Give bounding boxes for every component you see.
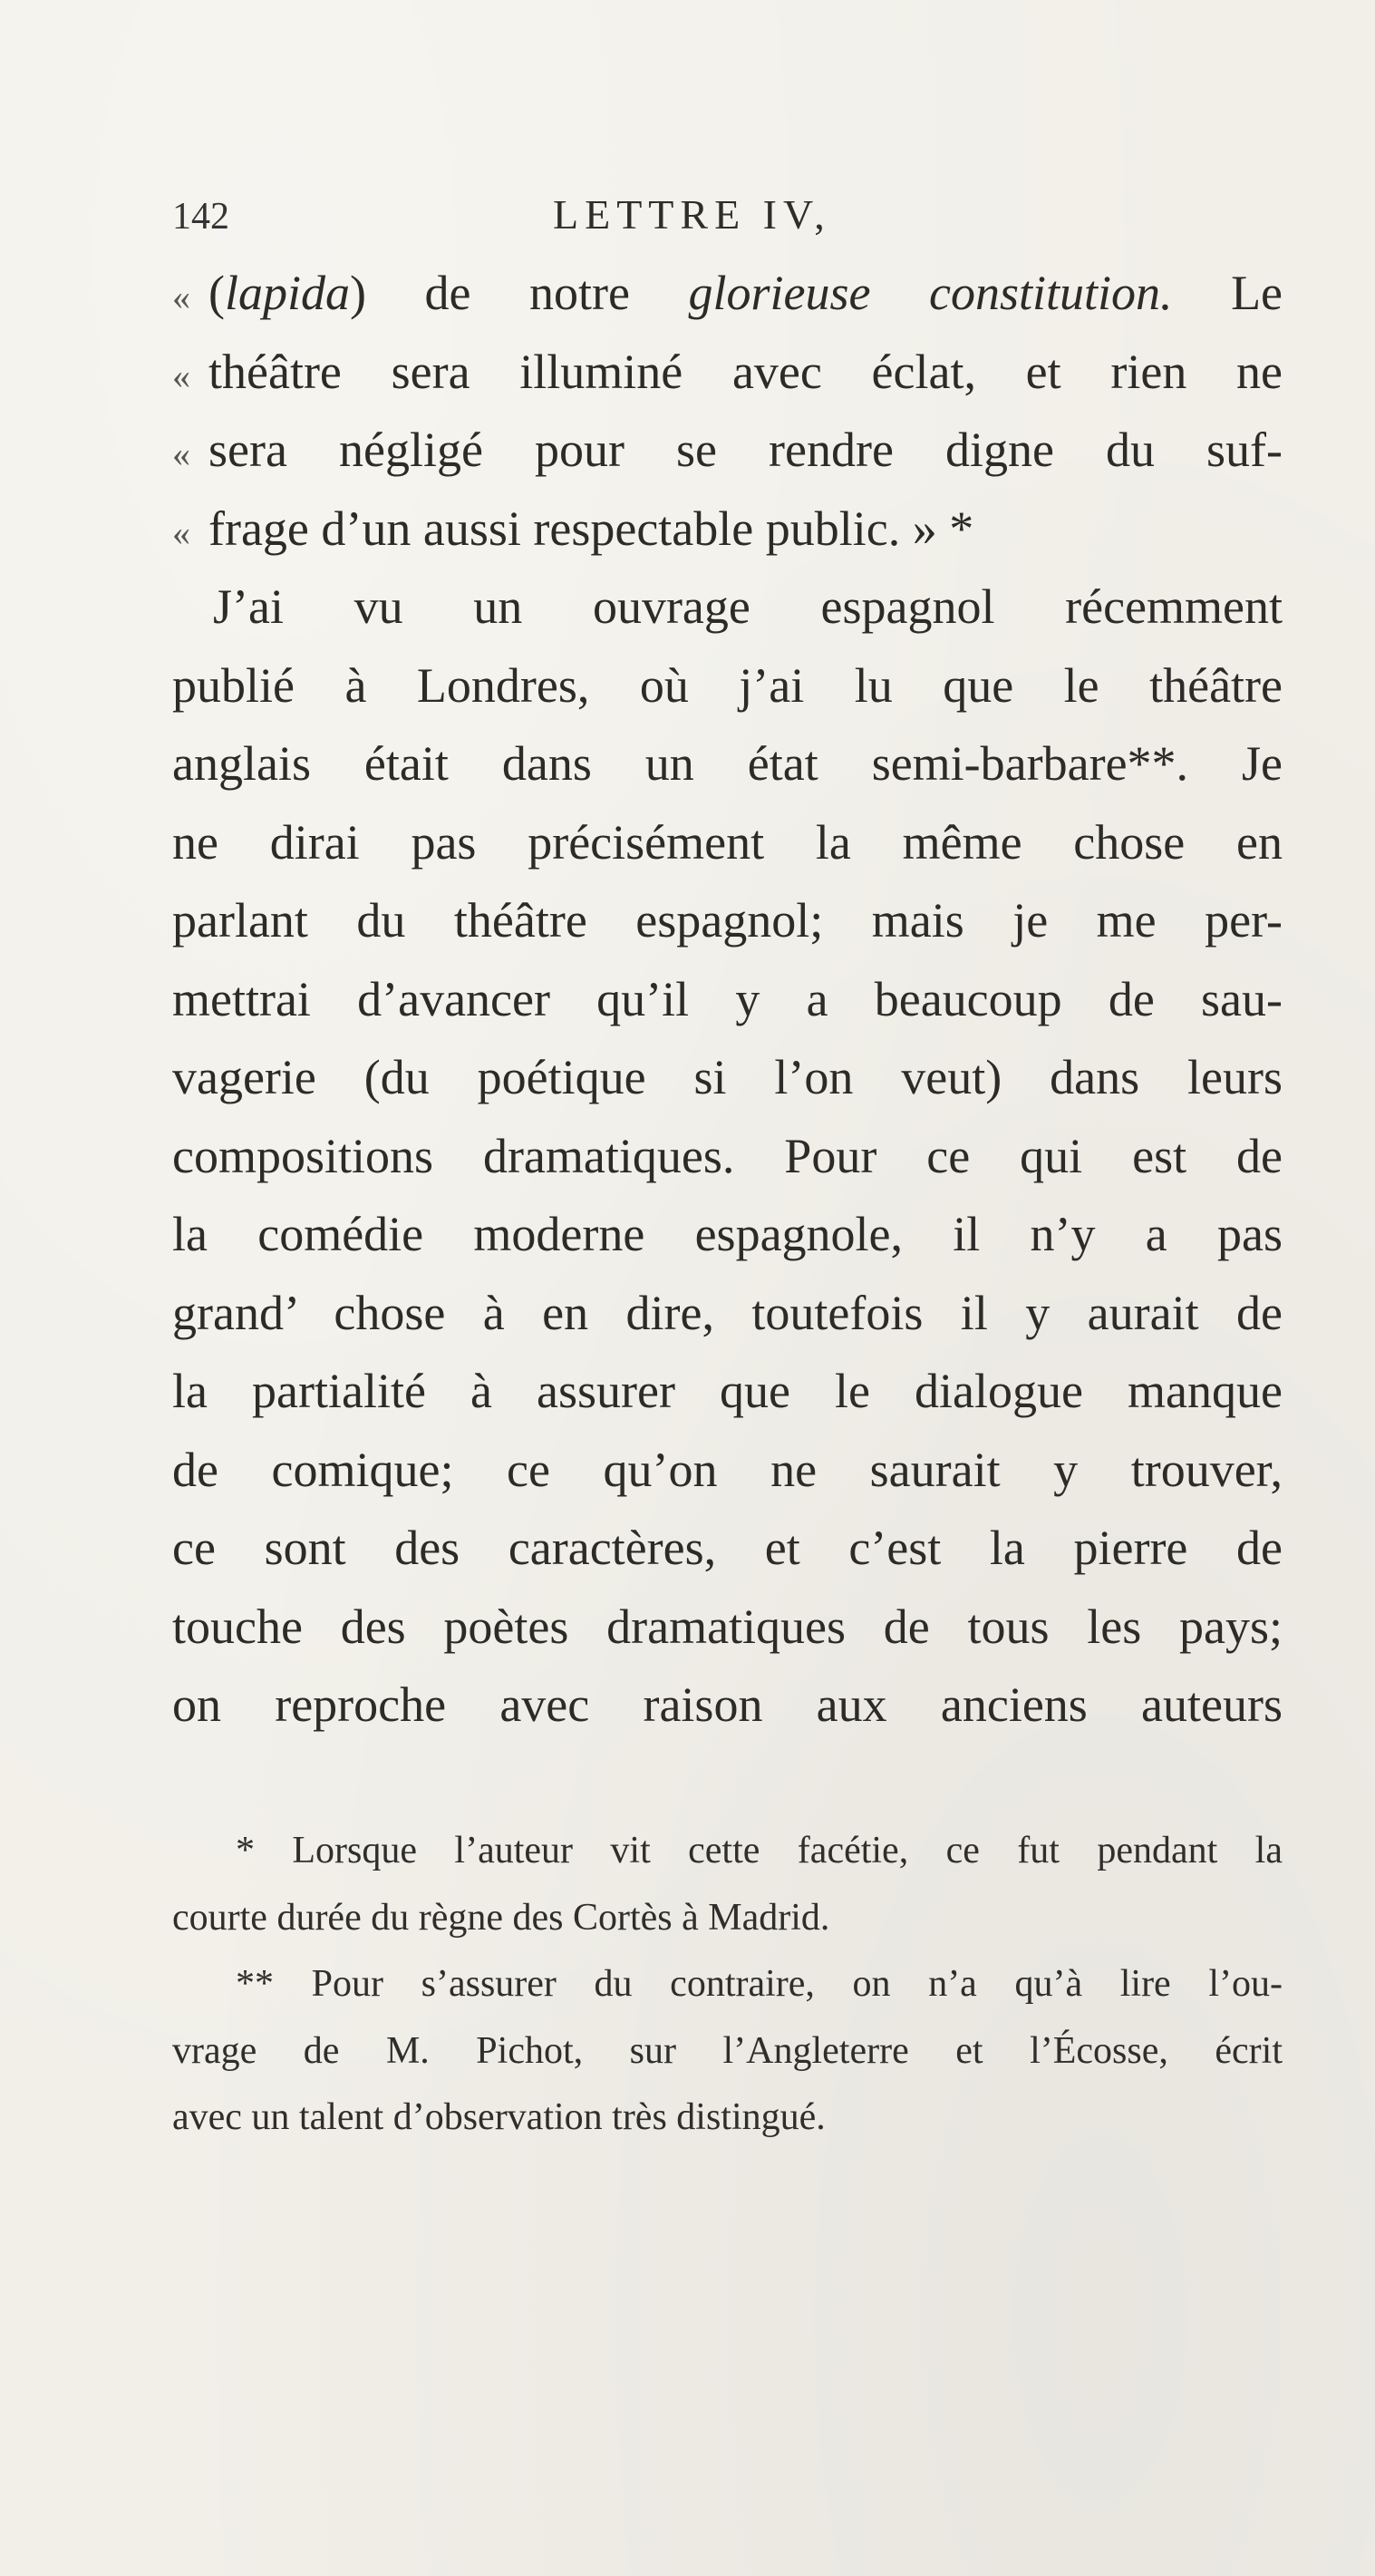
page-header (172, 186, 1287, 249)
body-line-14: grand’ chose à en dire, toutefois il y aurait de (172, 1285, 1283, 1340)
footnote-2-line-1: ** Pour s’assurer du contraire, on n’a qu’à lire l’ou- (236, 1963, 1283, 2005)
italic-lapida: lapida (224, 266, 350, 320)
footnote-1-line-2: courte durée du règne des Cortès à Madrid. (172, 1896, 830, 1939)
italic-glorieuse-constitution: glorieuse constitution. (688, 266, 1173, 320)
body-line-10: mettrai d’avancer qu’il y a beaucoup de sau- (172, 971, 1283, 1026)
footnote-1-line-1: * Lorsque l’auteur vit cette facétie, ce fut pendant la (236, 1830, 1283, 1871)
quote-mark: « (172, 433, 190, 474)
body-line-5: J’ai vu un ouvrage espagnol récemment (213, 579, 1283, 634)
body-line-2: « théâtre sera illuminé avec éclat, et rien ne (172, 333, 1283, 412)
body-line-19: on reproche avec raison aux anciens auteurs (172, 1677, 1283, 1732)
body-line-11: vagerie (du poétique si l’on veut) dans leurs (172, 1050, 1283, 1104)
page-number: 142 (172, 196, 229, 238)
body-line-18: touche des poètes dramatiques de tous les pays; (172, 1599, 1283, 1654)
body-line-1: « (lapida) de notre glorieuse constitution. Le (172, 254, 1283, 333)
body-line-3: « sera négligé pour se rendre digne du suf- (172, 411, 1283, 490)
quote-mark: « (172, 277, 190, 317)
footnote-2-line-3: avec un talent d’observation très distingué. (172, 2096, 826, 2138)
body-line-16: de comique; ce qu’on ne saurait y trouver, (172, 1442, 1283, 1497)
quote-mark: « (172, 355, 190, 396)
body-line-17: ce sont des caractères, et c’est la pierre de (172, 1521, 1283, 1575)
footnote-2-line-2: vrage de M. Pichot, sur l’Angleterre et l’Écosse, écrit (172, 2029, 1283, 2072)
quote-mark: « (172, 511, 190, 553)
body-line-15: la partialité à assurer que le dialogue manque (172, 1364, 1283, 1418)
body-line-7: anglais était dans un état semi-barbare**. Je (172, 736, 1283, 791)
body-line-13: la comédie moderne espagnole, il n’y a pas (172, 1207, 1283, 1261)
running-title: LETTRE IV, (553, 191, 831, 238)
body-text (172, 254, 1283, 1745)
body-line-8: ne dirai pas précisément la même chose en (172, 814, 1283, 870)
body-line-4: « frage d’un aussi respectable public. » * (172, 490, 1283, 569)
body-line-12: compositions dramatiques. Pour ce qui est de (172, 1128, 1283, 1183)
body-line-6: publié à Londres, où j’ai lu que le théâtre (172, 657, 1283, 713)
footnotes (172, 1818, 1283, 2152)
body-line-9: parlant du théâtre espagnol; mais je me per- (172, 893, 1283, 948)
